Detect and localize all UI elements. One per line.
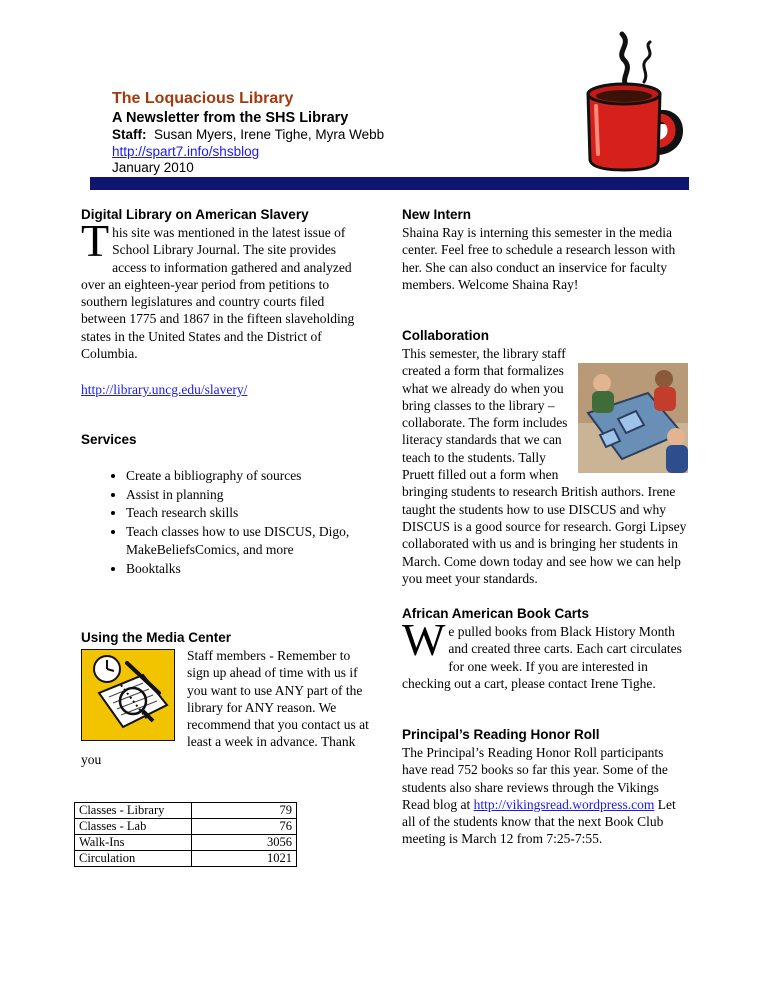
meeting-icon bbox=[578, 363, 688, 473]
list-item: • Create a bibliography of sources bbox=[126, 467, 371, 486]
table-row: Classes - Library 79 bbox=[75, 803, 297, 819]
issue-date: January 2010 bbox=[112, 160, 194, 175]
media-center-article bbox=[81, 647, 371, 768]
new-intern-text: Shaina Ray is interning this semester in the media center. Feel free to schedule a research lesson with her. She can also conduct an inservice for faculty members. Welcome Shaina Ray! bbox=[402, 225, 676, 292]
digital-library-article bbox=[81, 215, 363, 362]
slavery-library-link[interactable]: http://library.uncg.edu/slavery/ bbox=[81, 382, 248, 397]
blog-link[interactable]: http://spart7.info/shsblog bbox=[112, 144, 260, 159]
list-item: • Booktalks bbox=[126, 560, 371, 579]
list-item: • Assist in planning bbox=[126, 486, 371, 505]
table-row: Circulation 1021 bbox=[75, 851, 297, 867]
book-carts-article bbox=[402, 614, 688, 692]
media-center-text: Staff members - Remember to sign up ahead of time with us if you want to use ANY part of the library for ANY reason. We recommend that you contact us at least a week in advance. Thank you bbox=[81, 648, 369, 767]
digital-library-text: his site was mentioned in the latest issue of School Library Journal. The site provides access to information gathered and analyzed over an eighteen-year period from petitions to southern legislatures and country courts filed between 1775 and 1867 in the fifteen slaveholding states in the United States and the District of Columbia. bbox=[81, 225, 355, 362]
honor-roll-article bbox=[402, 744, 688, 848]
newsletter-subtitle: A Newsletter from the SHS Library bbox=[112, 110, 349, 126]
collaboration-heading: Collaboration bbox=[402, 328, 489, 343]
header-divider bbox=[90, 177, 689, 190]
list-item: • Teach research skills bbox=[126, 504, 371, 523]
honor-roll-text-end: Let all of the students know that the next Book Club meeting is March 12 from 7:25-7:55. bbox=[402, 796, 676, 847]
newsletter-title: The Loquacious Library bbox=[112, 90, 294, 107]
staff-names: Susan Myers, Irene Tighe, Myra Webb bbox=[154, 127, 385, 142]
drop-cap: T bbox=[81, 215, 110, 266]
staff-line bbox=[112, 127, 384, 143]
digital-library-heading: Digital Library on American Slavery bbox=[81, 207, 309, 222]
honor-roll-heading: Principal’s Reading Honor Roll bbox=[402, 727, 600, 742]
services-list bbox=[81, 467, 371, 578]
services-heading: Services bbox=[81, 432, 137, 447]
new-intern-heading: New Intern bbox=[402, 207, 472, 222]
collaboration-article bbox=[402, 345, 688, 587]
staff-label: Staff: bbox=[112, 127, 147, 142]
list-item: • Teach classes how to use DISCUS, Digo, MakeBeliefsComics, and more bbox=[126, 523, 371, 560]
vikings-read-link[interactable]: http://vikingsread.wordpress.com bbox=[473, 796, 655, 812]
planner-icon bbox=[81, 649, 175, 741]
coffee-mug-icon bbox=[578, 22, 688, 172]
honor-roll-text: The Principal’s Reading Honor Roll participants have read 752 books so far this year. Some of the students also share reviews through the Vikings Read blog at bbox=[402, 745, 668, 812]
table-row: Walk-Ins 3056 bbox=[75, 835, 297, 851]
table-row: Classes - Lab 76 bbox=[75, 819, 297, 835]
stats-table bbox=[74, 802, 297, 867]
book-carts-heading: African American Book Carts bbox=[402, 606, 590, 621]
media-center-heading: Using the Media Center bbox=[81, 630, 232, 645]
drop-cap: W bbox=[402, 614, 446, 665]
collaboration-text: This semester, the library staff created a form that formalizes what we already do when you bring classes to the library – collaborate. The form includes literacy standards that we can teach to the students. Tally Pruett filled out a form when bringing students to research British authors. Irene taught the students how to use DISCUS and why DISCUS is a good source for research. Gorgi Lipsey collaborated with us and is bringing her students in March. Come down today and see how we can help you meet your standards. bbox=[402, 346, 687, 586]
book-carts-text: e pulled books from Black History Month and created three carts. Each cart circulates for one week. If you are interested in checking out a cart, please contact Irene Tighe. bbox=[402, 624, 682, 691]
